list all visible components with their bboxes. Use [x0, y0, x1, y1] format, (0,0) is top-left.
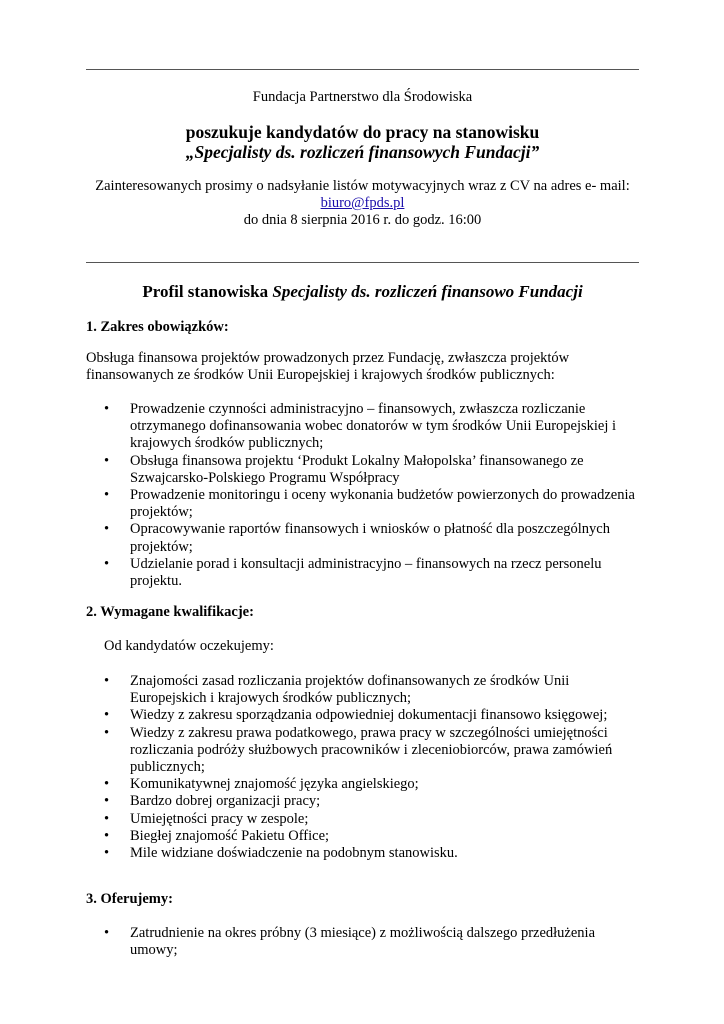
email-line: [86, 195, 639, 212]
list-item: • Zatrudnienie na okres próbny (3 miesiące) z możliwością dalszego przedłużenia umowy;: [104, 925, 596, 959]
list-item: • Biegłej znajomość Pakietu Office;: [104, 827, 330, 844]
list-item: • Wiedzy z zakresu sporządzania odpowiedniej dokumentacji finansowo księgowej;: [104, 707, 608, 724]
list-item: • Mile widziane doświadczenie na podobnym stanowisku.: [104, 845, 458, 862]
offer-list: [104, 925, 644, 959]
bullet-icon: •: [104, 521, 110, 538]
section1-intro: [86, 350, 646, 384]
list-item: • Prowadzenie czynności administracyjno – finansowych, zwłaszcza rozliczanie otrzymanego dofinansowania wobec donatorów w tym środków Unii Europejskiej i krajowych środków publicznych;: [104, 401, 617, 452]
profile-title-prefix: Profil stanowiska: [142, 282, 269, 301]
section1-intro-line1: Obsługa finansowa projektów prowadzonych przez Fundację, zwłaszcza projektów: [86, 350, 570, 366]
bullet-icon: •: [104, 452, 110, 469]
list-item: • Komunikatywnej znajomość języka angielskiego;: [104, 776, 419, 793]
qualifications-list: [104, 673, 644, 862]
bullet-icon: •: [104, 925, 110, 941]
section2-heading: 2. Wymagane kwalifikacje:: [86, 604, 254, 620]
list-item: • Opracowywanie raportów finansowych i wniosków o płatność dla poszczególnych projektów;: [104, 521, 610, 555]
bullet-icon: •: [104, 401, 110, 417]
top-divider: [86, 69, 639, 70]
bullet-icon: •: [104, 810, 110, 827]
list-item: • Umiejętności pracy w zespole;: [104, 810, 309, 827]
bullet-icon: •: [104, 776, 110, 793]
section3-heading: 3. Oferujemy:: [86, 891, 173, 907]
bullet-icon: •: [104, 827, 110, 844]
bullet-icon: •: [104, 707, 110, 724]
list-item: • Znajomości zasad rozliczania projektów dofinansowanych ze środków Unii Europejskich i krajowych środków publicznych;: [104, 673, 570, 707]
middle-divider: [86, 262, 639, 263]
headline: poszukuje kandydatów do pracy na stanowisku: [185, 122, 540, 142]
invitation-text: Zainteresowanych prosimy o nadsyłanie listów motywacyjnych wraz z CV na adres e- mail:: [95, 178, 630, 194]
bullet-icon: •: [104, 487, 110, 504]
section2-intro: Od kandydatów oczekujemy:: [104, 638, 274, 654]
list-item: • Bardzo dobrej organizacji pracy;: [104, 793, 321, 810]
position-title: „Specjalisty ds. rozliczeń finansowych Fundacji”: [185, 142, 540, 162]
list-item: • Udzielanie porad i konsultacji administracyjno – finansowych na rzecz personelu projektu.: [104, 555, 602, 590]
profile-title: [86, 282, 639, 302]
bullet-icon: •: [104, 793, 110, 810]
bullet-icon: •: [104, 673, 110, 689]
list-item: • Obsługa finansowa projektu ‘Produkt Lokalny Małopolska’ finansowanego ze Szwajcarsko-Polskiego Programu Współpracy: [104, 452, 584, 486]
list-item: • Wiedzy z zakresu prawa podatkowego, prawa pracy w szczególności umiejętności rozliczania podróży służbowych pracowników i zleceniobiorców, prawa zamówień publicznych;: [104, 724, 613, 776]
bullet-icon: •: [104, 555, 110, 572]
bullet-icon: •: [104, 724, 110, 741]
list-item: • Prowadzenie monitoringu i oceny wykonania budżetów powierzonych do prowadzenia projektów;: [104, 487, 635, 521]
section1-heading: 1. Zakres obowiązków:: [86, 319, 229, 335]
deadline-text: do dnia 8 sierpnia 2016 r. do godz. 16:00: [243, 212, 482, 228]
duties-list: [104, 401, 644, 590]
profile-title-italic: Specjalisty ds. rozliczeń finansowo Fundacji: [272, 282, 583, 301]
bullet-icon: •: [104, 845, 110, 862]
section1-intro-line2: finansowanych ze środków Unii Europejskiej i krajowych środków publicznych:: [86, 367, 555, 383]
email-link[interactable]: biuro@fpds.pl: [320, 195, 405, 211]
organization-name: Fundacja Partnerstwo dla Środowiska: [252, 89, 473, 105]
